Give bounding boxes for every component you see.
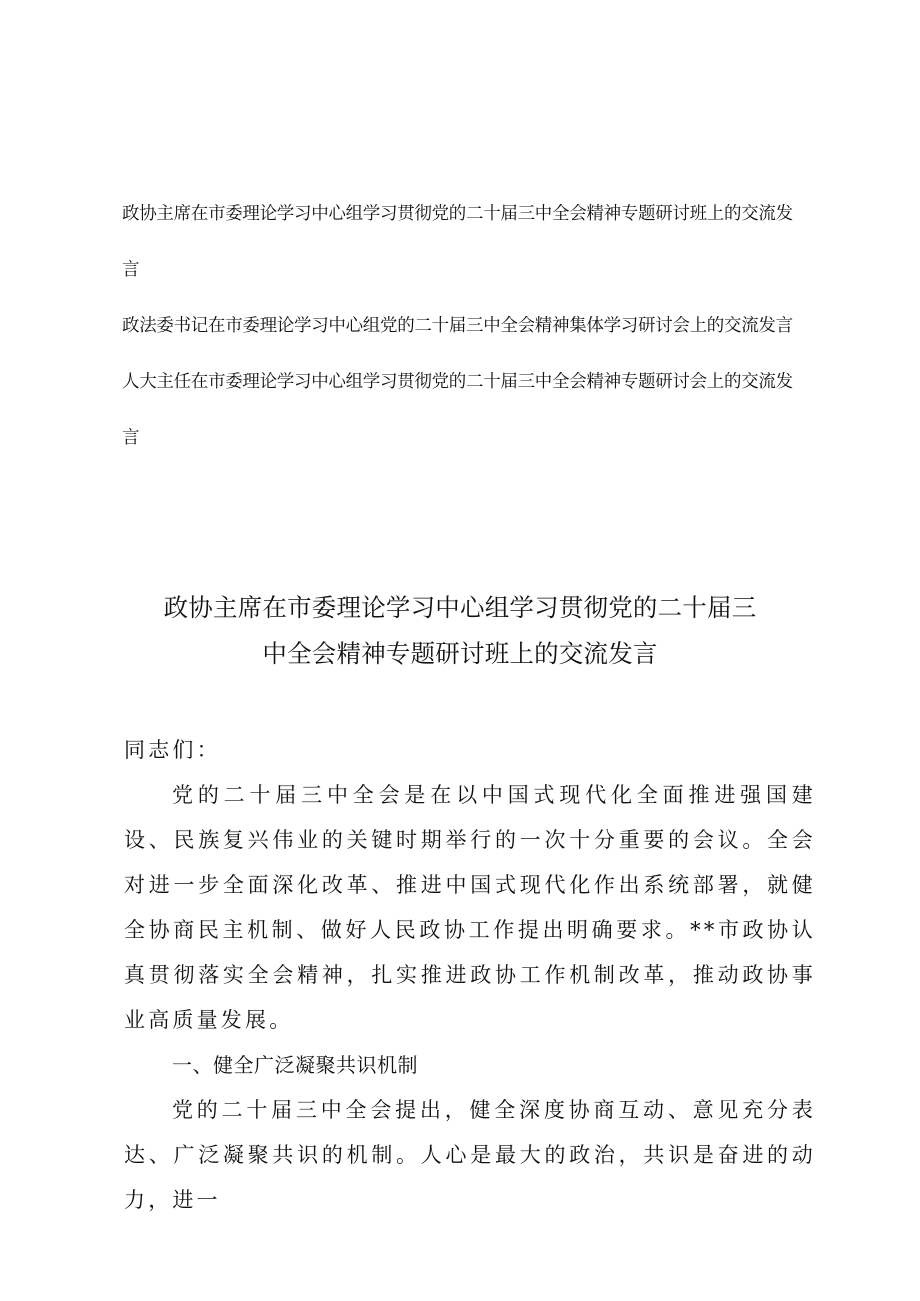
document-title-line-1: 政协主席在市委理论学习中心组学习贯彻党的二十届三 — [163, 593, 757, 622]
salutation: 同志们： — [124, 738, 221, 762]
document-title — [60, 585, 860, 677]
toc-item-3: 人大主任在市委理论学习中心组学习贯彻党的二十届三中全会精神专题研讨会上的交流发言 — [122, 372, 793, 448]
toc-item-2: 政法委书记在市委理论学习中心组党的二十届三中全会精神集体学习研讨会上的交流发言 — [122, 316, 793, 336]
document-title-line-2: 中全会精神专题研讨班上的交流发言 — [262, 639, 658, 668]
section-heading-1: 一、健全广泛凝聚共识机制 — [172, 1053, 418, 1077]
toc-item-1: 政协主席在市委理论学习中心组学习贯彻党的二十届三中全会精神专题研讨班上的交流发言 — [122, 204, 793, 280]
document-body — [124, 728, 816, 1223]
paragraph-intro: 党的二十届三中全会是在以中国式现代化全面推进强国建设、民族复兴伟业的关键时期举行的一次十分重要的会议。全会对进一步全面深化改革、推进中国式现代化作出系统部署，就健全协商民主机制、做好人民政协工作提出明确要求。**市政协认真贯彻落实全会精神，扎实推进政协工作机制改革，推动政协事业高质量发展。 — [124, 783, 816, 1032]
paragraph-section-1: 党的二十届三中全会提出，健全深度协商互动、意见充分表达、广泛凝聚共识的机制。人心是最大的政治，共识是奋进的动力，进一 — [124, 1098, 816, 1212]
table-of-contents — [122, 186, 802, 466]
